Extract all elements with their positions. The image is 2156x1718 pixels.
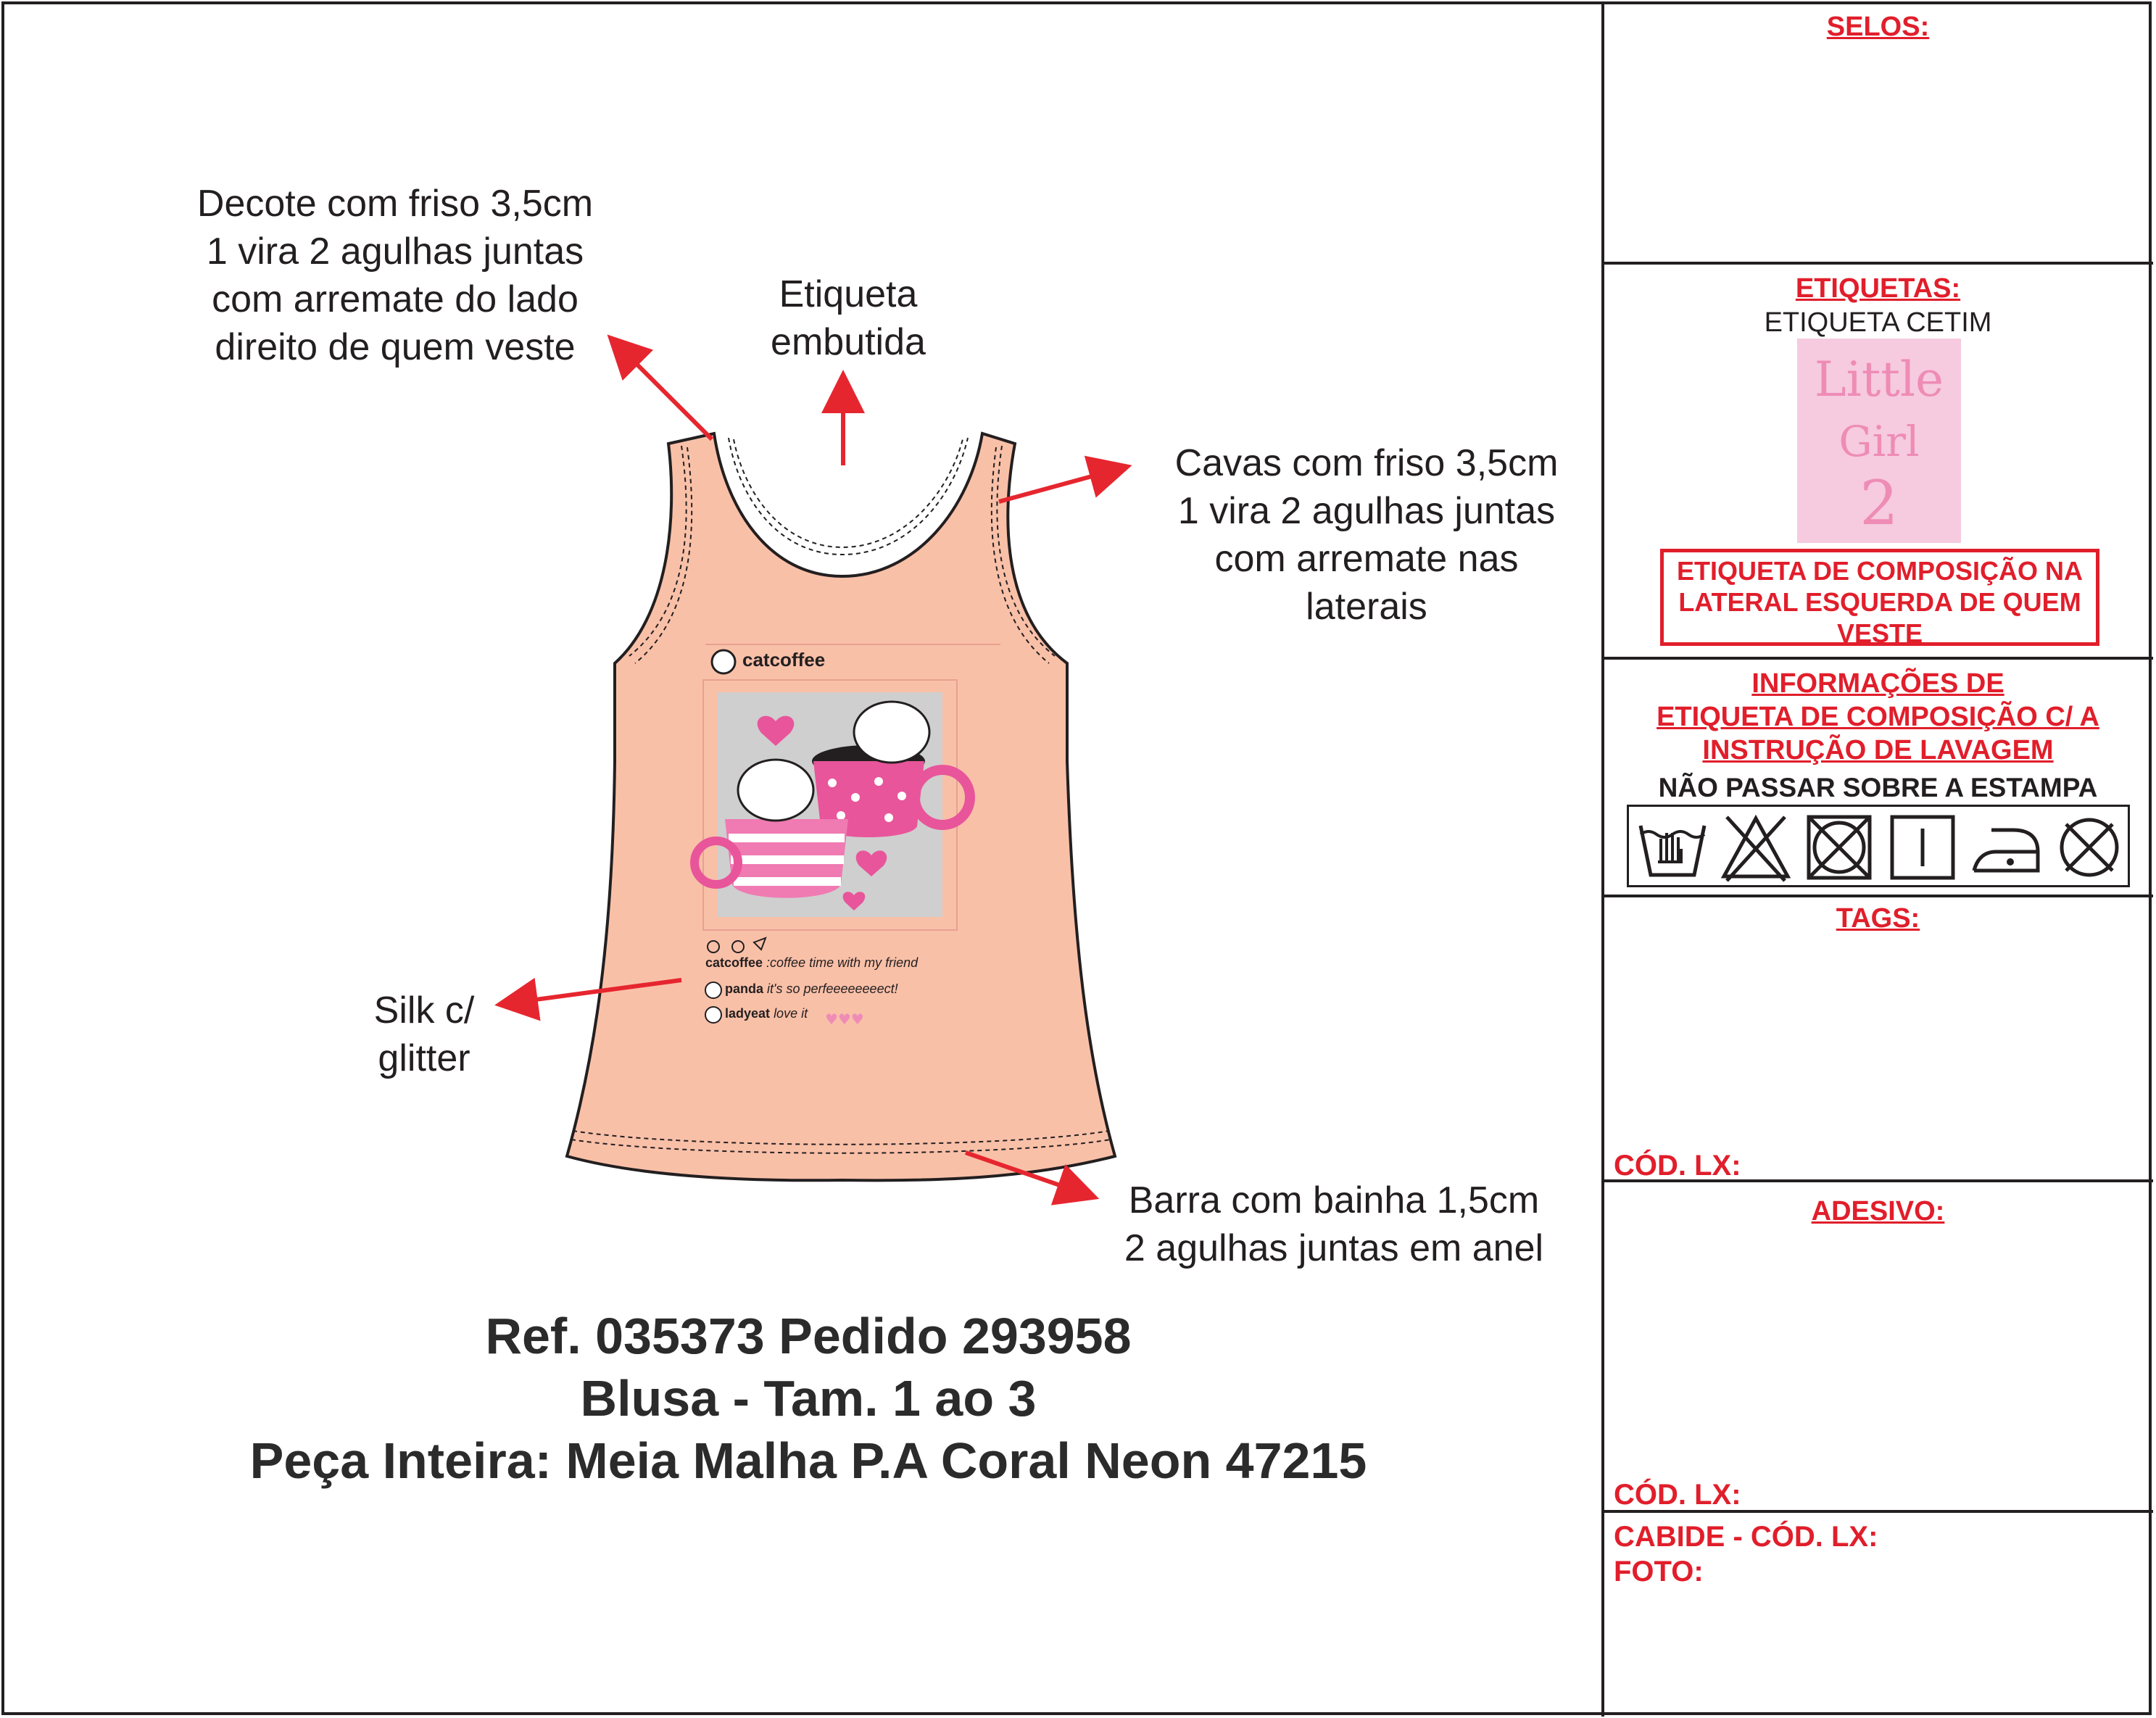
- cabide-label: CABIDE - CÓD. LX:: [1614, 1521, 1878, 1553]
- composicao-note-line: VESTE: [1836, 618, 1923, 648]
- tags-title: TAGS:: [1836, 903, 1920, 934]
- callout-cavas: [1138, 439, 1595, 631]
- callout-line: 1 vira 2 agulhas juntas: [206, 231, 584, 273]
- callout-line: 2 agulhas juntas em anel: [1124, 1227, 1544, 1269]
- no-dry-clean-icon: [2053, 811, 2126, 884]
- print-comment-user: panda: [725, 982, 764, 996]
- cod-lx-tags: CÓD. LX:: [1614, 1150, 1741, 1182]
- spec-fabric: Peça Inteira: Meia Malha P.A Coral Neon 47215: [249, 1432, 1367, 1489]
- etiqueta-type: ETIQUETA CETIM: [1764, 307, 1992, 338]
- info-title-line: INSTRUÇÃO DE LAVAGEM: [1702, 735, 2054, 765]
- label-image-line: Girl: [1838, 417, 1920, 466]
- print-comment-text: it's so perfeeeeeeeect!: [767, 982, 898, 996]
- callout-line: embutida: [771, 321, 926, 363]
- foto-label: FOTO:: [1614, 1556, 1704, 1588]
- divider-etiquetas: [1603, 657, 2153, 660]
- spec-title: [87, 1305, 1530, 1492]
- composicao-note-line: LATERAL ESQUERDA DE QUEM: [1678, 587, 2081, 617]
- callout-line: Barra com bainha 1,5cm: [1128, 1179, 1540, 1221]
- print-comment-user: ladyeat: [725, 1006, 771, 1021]
- print-caption-user: catcoffee: [705, 955, 763, 970]
- print-caption-text: :coffee time with my friend: [766, 955, 919, 970]
- etiquetas-title: ETIQUETAS:: [1795, 273, 1961, 304]
- no-tumble-dry-icon: [1803, 811, 1875, 884]
- callout-line: Cavas com friso 3,5cm: [1174, 442, 1559, 484]
- spec-product: Blusa - Tam. 1 ao 3: [580, 1370, 1037, 1427]
- info-title-line: ETIQUETA DE COMPOSIÇÃO C/ A: [1657, 702, 2099, 732]
- print-comment: [725, 1006, 808, 1021]
- callout-decote: [167, 180, 623, 371]
- callout-line: 1 vira 2 agulhas juntas: [1177, 490, 1556, 532]
- adesivo-title: ADESIVO:: [1811, 1196, 1945, 1227]
- divider-selos: [1603, 262, 2153, 265]
- print-caption: [705, 955, 918, 971]
- callout-line: com arremate do lado: [212, 278, 579, 320]
- callout-line: Etiqueta: [779, 273, 918, 315]
- callout-etiqueta: [747, 270, 950, 366]
- care-symbols: [1627, 805, 2130, 887]
- info-title-line: INFORMAÇÕES DE: [1751, 668, 2004, 699]
- panel-divider: [1601, 1, 1604, 1717]
- print-comment-text: love it: [774, 1006, 808, 1021]
- callout-silk: [348, 987, 500, 1082]
- print-profile-name: catcoffee: [742, 649, 826, 671]
- cod-lx-adesivo: CÓD. LX:: [1614, 1479, 1741, 1511]
- composicao-note-line: ETIQUETA DE COMPOSIÇÃO NA: [1676, 556, 2084, 586]
- label-image-line: 2: [1859, 468, 1899, 539]
- line-dry-icon: [1886, 811, 1959, 884]
- spec-reference: Ref. 035373 Pedido 293958: [485, 1308, 1132, 1364]
- hand-wash-icon: [1636, 811, 1709, 884]
- iron-low-icon: [1970, 811, 2042, 884]
- callout-line: Silk c/: [373, 989, 475, 1032]
- selos-title: SELOS:: [1826, 12, 1930, 42]
- composicao-note: [1660, 549, 2099, 646]
- label-image-line: Little: [1814, 352, 1944, 407]
- print-comment: [725, 982, 898, 997]
- arrow-cavas: [999, 468, 1124, 502]
- svg-text:♥♥♥: ♥♥♥: [825, 1011, 864, 1028]
- no-bleach-icon: [1720, 811, 1792, 884]
- callout-line: Decote com friso 3,5cm: [196, 183, 594, 225]
- callout-line: glitter: [378, 1037, 470, 1079]
- callout-line: direito de quem veste: [215, 326, 576, 368]
- arrow-decote: [613, 341, 712, 439]
- warning-text: NÃO PASSAR SOBRE A ESTAMPA: [1658, 773, 2098, 802]
- callout-barra: [1095, 1177, 1573, 1272]
- divider-info: [1603, 895, 2153, 897]
- callout-line: com arremate nas: [1214, 538, 1519, 580]
- callout-line: laterais: [1306, 586, 1427, 628]
- label-image: [1797, 339, 1961, 543]
